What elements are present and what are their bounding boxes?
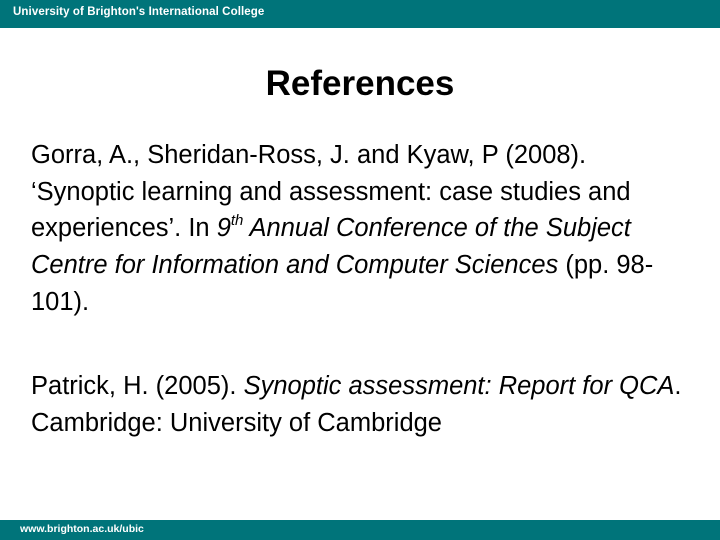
reference-item xyxy=(31,368,699,441)
reference-authors: Patrick, H. (2005). xyxy=(31,372,244,400)
brand-name: University of Brighton's International College xyxy=(13,6,265,18)
reference-item xyxy=(31,137,699,321)
page-title: References xyxy=(265,64,455,103)
footer-bar xyxy=(0,520,720,540)
footer-url: www.brighton.ac.uk/ubic xyxy=(20,523,144,535)
reference-pages: (pp. 98-101). xyxy=(31,251,654,316)
conference-number: 9 xyxy=(216,214,231,243)
reference-article: ‘Synoptic learning and assessment: case studies and experiences’. In xyxy=(31,177,631,243)
reference-authors: Gorra, A., Sheridan-Ross, J. and Kyaw, P (2008). xyxy=(31,141,587,169)
reference-title: Synoptic assessment: Report for QCA xyxy=(243,372,675,400)
header-bar xyxy=(0,0,720,28)
conference-ordinal-suffix: th xyxy=(230,211,244,229)
reference-publisher: . Cambridge: University of Cambridge xyxy=(31,372,682,437)
conference-title: Annual Conference of the Subject Centre for Information and Computer Sciences xyxy=(31,214,631,280)
